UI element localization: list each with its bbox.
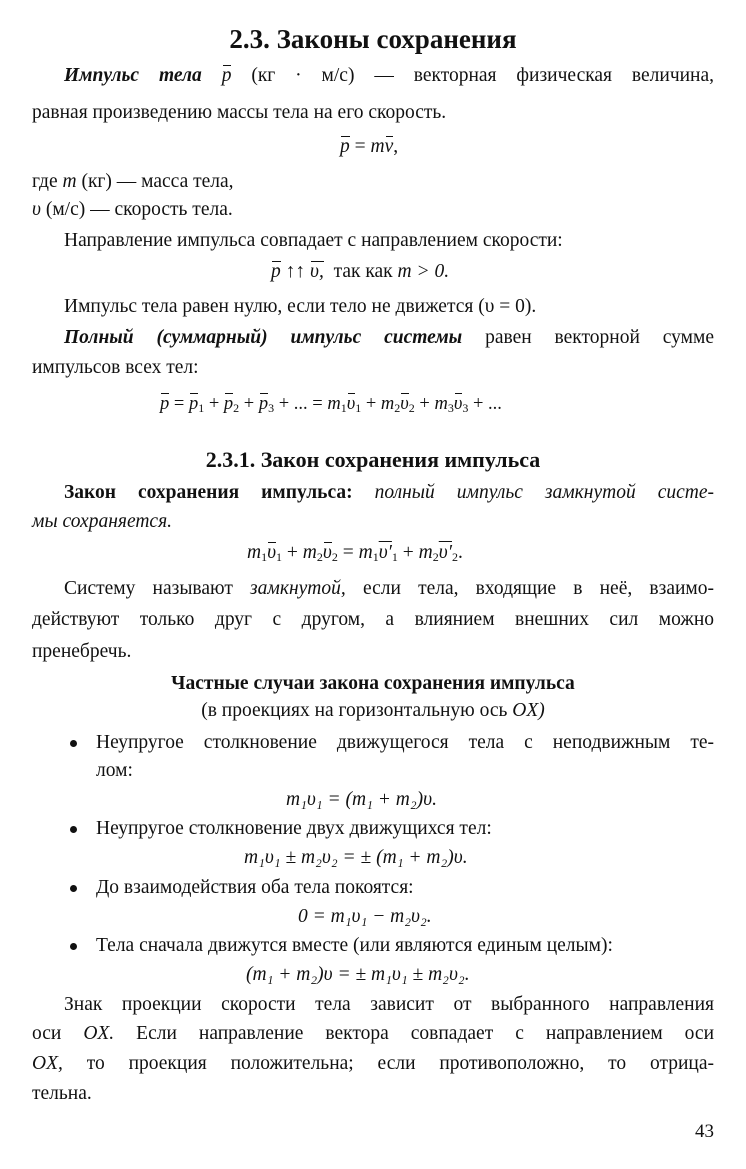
- formula-p: p: [340, 136, 350, 157]
- cases-subheading-text: (в проекциях на горизонтальную ось: [201, 700, 508, 721]
- sum-i2: 2: [233, 401, 240, 415]
- sum-formula: $p = p_1 + p_2 + p_3$ + ... = $m_1\upsilon_1 + m_2\upsilon_2 + m_3\upsilon_3$ + ...: [160, 394, 502, 415]
- case-1-line1: Неупругое столкновение движущегося тела с неподвижным те-: [96, 732, 714, 753]
- impulse-symbol: p: [221, 65, 232, 86]
- sum-m2: m: [380, 394, 395, 414]
- closed-system-line2: действуют только друг с другом, а влиянием внешних сил можно: [32, 609, 714, 630]
- case-2-line1: Неупругое столкновение двух движущихся тел:: [96, 818, 492, 839]
- case-3-line1: До взаимодействия оба тела покоятся:: [96, 877, 414, 898]
- velocity-symbol: υ: [32, 199, 41, 220]
- bullet-4: [70, 943, 77, 950]
- formula-m: m: [370, 136, 385, 157]
- bullet-1: [70, 740, 77, 747]
- page-title: 2.3. Законы сохранения: [229, 24, 517, 54]
- law-formula: $m_1\upsilon_1 + m_2\upsilon_2 = m_1\upsilon'_1 + m_2\upsilon'_2$.: [247, 542, 463, 564]
- case-3-formula: 0 = m₁υ₁ − m₂υ₂.: [298, 906, 432, 927]
- sum-p1: p: [188, 394, 199, 414]
- projection-line2-text: Если направление вектора совпадает с направлением оси: [136, 1023, 715, 1044]
- codir-v: υ,: [310, 261, 324, 282]
- projection-line4: тельна.: [32, 1083, 92, 1104]
- sum-p: p: [160, 394, 170, 414]
- case-4-formula: (m₁ + m₂)υ = ± m₁υ₁ ± m₂υ₂.: [246, 964, 470, 985]
- sum-v1: υ: [346, 394, 356, 414]
- sum-p3: p: [258, 394, 269, 414]
- closed-system-line1: [64, 577, 714, 601]
- direction-text: Направление импульса совпадает с направлением скорости:: [64, 230, 563, 251]
- sum-m1: m: [327, 394, 341, 414]
- page-number: 43: [695, 1121, 714, 1142]
- law-term: Закон сохранения импульса:: [64, 482, 353, 503]
- sum-v2: υ: [400, 394, 409, 414]
- full-impulse-rest: равен векторной сумме: [485, 327, 714, 348]
- cases-subheading-axis: OX): [512, 700, 545, 721]
- projection-line1: Знак проекции скорости тела зависит от выбранного направления: [64, 994, 714, 1015]
- sum-p2: p: [223, 394, 234, 414]
- formula-p-equals-mv: [340, 135, 398, 159]
- closed-text-b: если тела, входящие в неё, взаимо-: [362, 578, 714, 599]
- closed-text-a: Систему называют: [64, 578, 233, 599]
- velocity-description: (м/с) — скорость тела.: [45, 199, 233, 220]
- case-1-line2: лом:: [96, 760, 133, 781]
- sum-dots: + ... =: [278, 394, 323, 414]
- case-1-formula: m₁υ₁ = (m₁ + m₂)υ.: [286, 789, 437, 810]
- projection-line2: [32, 1022, 714, 1046]
- impulse-definition-rest: — векторная физическая величина,: [374, 65, 715, 86]
- impulse-unit: (кг · м/с): [251, 65, 355, 86]
- impulse-definition-line2: равная произведению массы тела на его скорость.: [32, 102, 447, 123]
- projection-axis-ox2: OX,: [32, 1053, 63, 1074]
- case-4-line1: Тела сначала движутся вместе (или являются единым целым):: [96, 935, 613, 956]
- projection-axis-ox1: OX.: [83, 1023, 115, 1044]
- closed-system-line3: пренебречь.: [32, 641, 132, 662]
- full-impulse-term: Полный (суммарный) импульс системы: [64, 327, 463, 348]
- codir-p: p: [271, 261, 281, 282]
- impulse-definition-line1: [64, 64, 714, 88]
- codirection-formula: [271, 260, 449, 284]
- projection-line3: [32, 1052, 714, 1076]
- formula-v: v: [384, 136, 394, 157]
- cases-subheading: [0, 699, 746, 723]
- zero-impulse-text: Импульс тела равен нулю, если тело не движется (υ = 0).: [64, 296, 537, 317]
- projection-line3-text: то проекция положительна; если противоположно, то отрица-: [86, 1053, 714, 1074]
- law-statement-part1: полный импульс замкнутой систе-: [374, 482, 714, 503]
- mass-symbol: m: [62, 171, 77, 192]
- sum-i1: 1: [198, 401, 205, 415]
- bullet-2: [70, 826, 77, 833]
- codir-arrows: ↑↑: [285, 261, 306, 282]
- codir-text: так как: [333, 261, 393, 282]
- law-line1: [64, 481, 714, 505]
- formula-eq: =: [354, 136, 366, 157]
- cases-heading: Частные случаи закона сохранения импульса: [171, 673, 575, 694]
- mass-description: (кг) — масса тела,: [81, 171, 234, 192]
- sum-i3: 3: [268, 401, 275, 415]
- sum-m3: m: [434, 394, 448, 414]
- bullet-3: [70, 885, 77, 892]
- sum-v3: υ: [453, 394, 463, 414]
- full-impulse-line2: импульсов всех тел:: [32, 357, 199, 378]
- formula-end: ,: [393, 136, 399, 157]
- full-impulse-line1: [64, 326, 714, 350]
- law-line2: мы сохраняется.: [32, 511, 173, 532]
- codir-condition: m > 0.: [397, 261, 450, 282]
- impulse-term: Импульс тела: [64, 65, 202, 86]
- where-velocity-line: [32, 198, 233, 222]
- section-subheading: 2.3.1. Закон сохранения импульса: [205, 447, 541, 472]
- case-2-formula: m₁υ₁ ± m₂υ₂ = ± (m₁ + m₂)υ.: [244, 847, 468, 868]
- closed-term: замкнутой,: [250, 578, 346, 599]
- projection-axis-word: оси: [32, 1023, 62, 1044]
- where-mass-line: где m (кг) — масса тела,: [32, 171, 234, 192]
